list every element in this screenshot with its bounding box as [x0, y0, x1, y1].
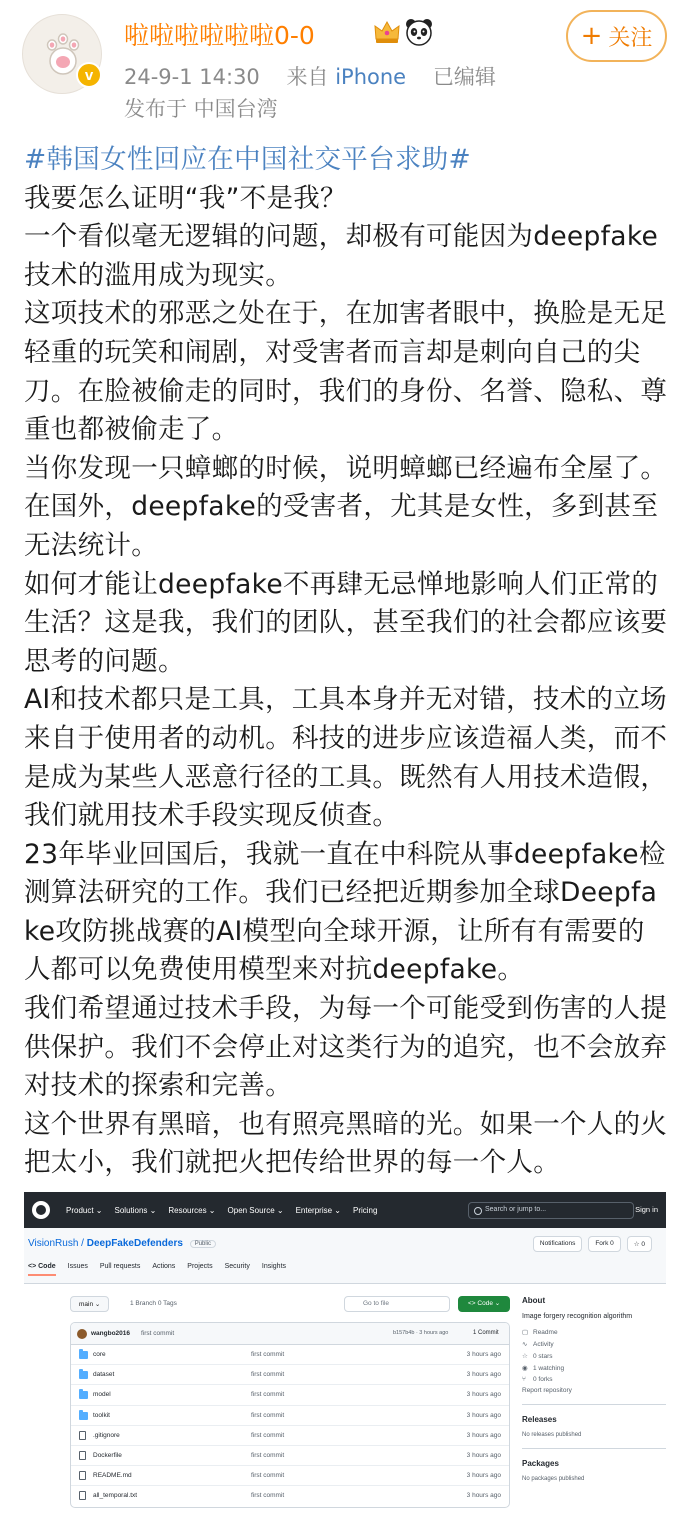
nav-product: Product ⌄ — [66, 1205, 103, 1215]
file-table — [70, 1322, 510, 1508]
branch-info: 1 Branch 0 Tags — [130, 1300, 177, 1307]
file-name: .gitignore — [93, 1431, 120, 1439]
commit-message: first commit — [141, 1330, 175, 1337]
repo-owner: VisionRush — [28, 1238, 79, 1249]
tab-projects: Projects — [187, 1263, 213, 1270]
file-icon — [79, 1451, 86, 1460]
github-logo-icon — [32, 1201, 50, 1219]
packages-text: No packages published — [522, 1476, 585, 1482]
table-row — [71, 1486, 509, 1506]
file-name: all_temporal.txt — [93, 1492, 138, 1500]
file-name: model — [93, 1391, 111, 1399]
folder-icon — [79, 1371, 88, 1379]
file-time: 3 hours ago — [466, 1451, 501, 1459]
nav-open-source: Open Source ⌄ — [227, 1205, 284, 1215]
table-row — [71, 1345, 509, 1365]
post-location: 发布于 中国台湾 — [124, 97, 278, 121]
source-device[interactable]: iPhone — [335, 65, 407, 89]
post-body — [24, 141, 670, 1183]
table-row — [71, 1385, 509, 1405]
folder-icon — [79, 1351, 88, 1359]
repo-main — [70, 1296, 510, 1500]
panda-icon — [404, 17, 434, 47]
github-topbar — [24, 1192, 666, 1228]
github-search: Search or jump to... — [468, 1202, 634, 1219]
repo-name: DeepFakeDefenders — [86, 1238, 183, 1249]
file-time: 3 hours ago — [466, 1391, 501, 1399]
branch-select: main ⌄ — [70, 1296, 109, 1312]
file-name: toolkit — [93, 1411, 110, 1419]
nav-solutions: Solutions ⌄ — [114, 1205, 157, 1215]
username[interactable]: 啦啦啦啦啦啦0-0 — [124, 21, 315, 50]
edited-label[interactable]: 已编辑 — [432, 65, 496, 89]
notifications-button: Notifications — [533, 1236, 582, 1252]
table-row — [71, 1466, 509, 1486]
tab-actions: Actions — [152, 1263, 176, 1270]
packages-heading: Packages — [522, 1459, 559, 1468]
source-prefix: 来自 — [286, 65, 329, 89]
repo-header — [24, 1228, 666, 1284]
repo-tabs — [28, 1263, 286, 1276]
file-commit: first commit — [251, 1391, 285, 1399]
branch-row — [70, 1296, 510, 1314]
releases-text: No releases published — [522, 1432, 582, 1438]
post-paragraph: 这项技术的邪恶之处在于，在加害者眼中，换脸是无足轻重的玩笑和闹剧，对受害者而言却是刺向自己的尖刀。在脸被偷走的同时，我们的身份、名誉、隐私、尊重也都被偷走了。 — [24, 298, 668, 446]
github-nav — [66, 1206, 377, 1215]
verified-badge: v — [76, 62, 102, 88]
file-time: 3 hours ago — [466, 1472, 501, 1480]
file-rows — [71, 1345, 509, 1507]
file-name: core — [93, 1351, 106, 1358]
file-commit: first commit — [251, 1472, 285, 1480]
activity-link: ∿ Activity — [522, 1341, 554, 1348]
file-name: Dockerfile — [93, 1451, 122, 1459]
stars-count: ☆ 0 stars — [522, 1353, 553, 1360]
nav-enterprise: Enterprise ⌄ — [295, 1205, 341, 1215]
file-icon — [79, 1431, 86, 1440]
visibility-badge: Public — [190, 1240, 216, 1248]
file-commit: first commit — [251, 1411, 285, 1419]
crown-icon — [372, 17, 402, 47]
file-commit: first commit — [251, 1492, 285, 1500]
watching-count: ◉ 1 watching — [522, 1365, 565, 1372]
commit-count: 1 Commit — [473, 1330, 499, 1336]
nav-pricing: Pricing — [352, 1205, 378, 1215]
repo-title: VisionRush / DeepFakeDefenders Public — [28, 1238, 216, 1249]
file-name: README.md — [93, 1472, 132, 1480]
tab-code: <> Code — [28, 1263, 56, 1276]
file-commit: first commit — [251, 1351, 285, 1358]
forks-count: ⑂ 0 forks — [522, 1376, 553, 1383]
file-time: 3 hours ago — [466, 1492, 501, 1500]
file-time: 3 hours ago — [466, 1431, 501, 1439]
post-paragraph: 如何才能让deepfake不再肆无忌惮地影响人们正常的生活？这是我，我们的团队，甚至我们的社会都应该要思考的问题。 — [24, 568, 668, 677]
star-button: ☆ 0 — [627, 1236, 652, 1252]
table-row — [71, 1365, 509, 1385]
post-header — [0, 0, 690, 130]
folder-icon — [79, 1391, 88, 1399]
table-row — [71, 1426, 509, 1446]
post-paragraph: AI和技术都只是工具，工具本身并无对错，技术的立场来自于使用者的动机。科技的进步应该造福人类，而不是成为某些人恶意行径的工具。既然有人用技术造假，我们就用技术手段实现反侦查。 — [24, 684, 668, 832]
file-icon — [79, 1491, 86, 1500]
committer-avatar — [77, 1329, 87, 1339]
file-commit: first commit — [251, 1371, 285, 1379]
post-paragraph: 当你发现一只蟑螂的时候，说明蟑螂已经遍布全屋了。在国外，deepfake的受害者，尤其是女性，多到甚至无法统计。 — [24, 452, 668, 561]
repo-sidebar — [522, 1296, 666, 1482]
follow-button[interactable] — [566, 10, 667, 62]
file-time: 3 hours ago — [466, 1411, 501, 1419]
tab-insights: Insights — [261, 1263, 287, 1270]
post-paragraph: 我们希望通过技术手段，为每一个可能受到伤害的人提供保护。我们不会停止对这类行为的追究，也不会放弃对技术的探索和完善。 — [24, 993, 668, 1102]
about-description: Image forgery recognition algorithm — [522, 1313, 633, 1320]
tab-pull-requests: Pull requests — [99, 1263, 141, 1270]
folder-icon — [79, 1412, 88, 1420]
commit-user: wangbo2016 — [91, 1330, 131, 1337]
post-paragraph: 我要怎么证明“我”不是我？ — [24, 182, 347, 214]
follow-label: 关注 — [608, 25, 653, 51]
file-time: 3 hours ago — [466, 1371, 501, 1379]
plus-icon: + — [580, 21, 603, 51]
tab-security: Security — [224, 1263, 250, 1270]
post-paragraph: 这个世界有黑暗，也有照亮黑暗的光。如果一个人的火把太小，我们就把火把传给世界的每一个人。 — [24, 1108, 668, 1179]
file-commit: first commit — [251, 1431, 285, 1439]
releases-heading: Releases — [522, 1415, 557, 1424]
tab-issues: Issues — [67, 1263, 88, 1270]
file-name: dataset — [93, 1371, 115, 1379]
post-meta — [124, 61, 496, 91]
post-time: 24-9-1 14:30 — [124, 65, 260, 89]
commit-hash: b157b4b · 3 hours ago — [393, 1330, 449, 1336]
github-signin: Sign in — [635, 1205, 658, 1214]
table-row — [71, 1406, 509, 1426]
file-commit: first commit — [251, 1451, 285, 1459]
post-paragraph: 23年毕业回国后，我就一直在中科院从事deepfake检测算法研究的工作。我们已经把近期参加全球Deepfake攻防挑战赛的AI模型向全球开源，让所有有需要的人都可以免费使用模型来对抗deepfake。 — [24, 838, 666, 986]
readme-link: ▢ Readme — [522, 1329, 558, 1336]
table-row — [71, 1446, 509, 1466]
code-button: <> Code ⌄ — [458, 1296, 510, 1312]
report-link: Report repository — [522, 1387, 572, 1394]
fork-button: Fork 0 — [588, 1236, 620, 1252]
post-paragraph: 一个看似毫无逻辑的问题，却极有可能因为deepfake技术的滥用成为现实。 — [24, 221, 659, 291]
github-screenshot-image[interactable] — [24, 1192, 666, 1522]
hashtag-link[interactable]: #韩国女性回应在中国社交平台求助# — [24, 144, 472, 175]
nav-resources: Resources ⌄ — [168, 1205, 216, 1215]
file-time: 3 hours ago — [466, 1351, 501, 1358]
about-heading: About — [522, 1296, 546, 1305]
latest-commit-row — [71, 1323, 509, 1345]
goto-file-input: Go to file — [344, 1296, 450, 1312]
repo-buttons — [533, 1236, 652, 1252]
file-icon — [79, 1471, 86, 1480]
